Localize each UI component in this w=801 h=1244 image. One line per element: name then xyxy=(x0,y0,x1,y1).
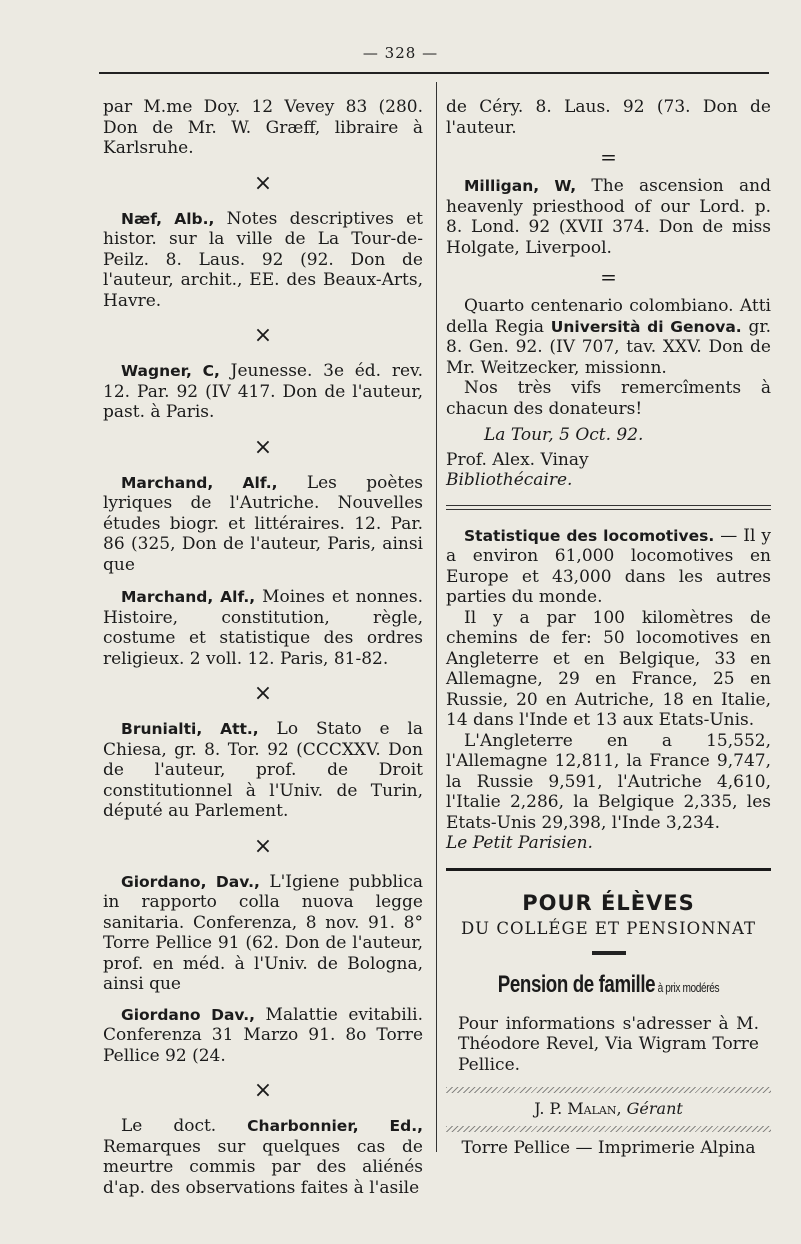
stat-paragraph xyxy=(446,526,771,608)
entry-genova xyxy=(446,296,771,378)
entry-charbonnier xyxy=(103,1116,423,1198)
entry-text: Jeunesse. 3e éd. rev. 12. Par. 92 (IV 417. Don de l'auteur, past. à Paris. xyxy=(103,361,424,422)
entry-author: Marchand, Alf., xyxy=(121,588,256,606)
entry-giordano-2 xyxy=(103,1005,423,1067)
entry-text: Malattie evitabili. Conferenza 31 Marzo 91. 8o Torre Pellice 92 (24. xyxy=(103,1004,424,1066)
ad-pension xyxy=(482,967,736,1006)
entry-marchand-2 xyxy=(103,587,423,669)
entry-text: L'Igiene pubblica in rapporto colla nuova legge sanitaria. Conferenza, 8 nov. 91. 8° Torre Pellice 91 (62. Don de l'auteur, prof. en méd. à l'Univ. de Bologna, ainsi que xyxy=(103,871,423,994)
entry-author: Milligan, W, xyxy=(464,177,577,195)
paragraph: de Céry. 8. Laus. 92 (73. Don de l'auteur. xyxy=(446,97,771,138)
entry-author: Università di Genova. xyxy=(550,317,742,336)
entry-text: The ascension and heavenly priesthood of our Lord. p. 8. Lond. 92 (XVII 374. Don de miss Holgate, Liverpool. xyxy=(446,176,771,258)
gerant-title: Gérant xyxy=(626,1099,683,1118)
double-rule xyxy=(446,505,771,510)
separator-mark: × xyxy=(253,681,273,706)
separator-mark: × xyxy=(253,170,273,196)
left-column xyxy=(103,97,423,1198)
separator-mark: × xyxy=(253,833,273,859)
entry-author: Giordano, Dav., xyxy=(121,872,260,891)
ad-pension-text: Pension de famille xyxy=(497,970,656,998)
entry-author: Giordano Dav., xyxy=(121,1005,256,1024)
right-column xyxy=(446,97,771,1158)
separator-mark: = xyxy=(600,145,617,169)
entry-milligan xyxy=(446,176,771,258)
entry-naef xyxy=(103,209,423,312)
entry-giordano-1 xyxy=(103,872,423,995)
stat-paragraph-3: L'Angleterre en a 15,552, l'Allemagne 12,811, la France 9,747, la Russie 9,591, l'Autriche 4,610, l'Italie 2,286, la Belgique 2,335, les Etats-Unis 29,398, l'Inde 3,234. xyxy=(446,730,771,833)
thanks-text: Nos très vifs remercîments à chacun des donateurs! xyxy=(446,378,771,419)
thick-rule xyxy=(446,868,771,871)
entry-marchand-1 xyxy=(103,473,423,576)
paragraph: par M.me Doy. 12 Vevey 83 (280. Don de Mr. W. Græff, libraire à Karlsruhe. xyxy=(103,97,423,158)
entry-text: Lo Stato e la Chiesa, gr. 8. Tor. 92 (CCCXXV. Don de l'auteur, prof. de Droit constitutionnel à l'Univ. de Turin, député au Parlement. xyxy=(103,719,424,821)
printer-line: Torre Pellice — Imprimerie Alpina xyxy=(461,1137,756,1158)
separator-mark: × xyxy=(253,434,273,460)
entry-prefix: Quarto centenario colombiano. Atti della Regia xyxy=(446,296,771,337)
separator-mark: = xyxy=(600,265,617,289)
signer-title: Bibliothécaire. xyxy=(446,470,573,490)
wavy-rule xyxy=(446,1087,771,1093)
gerant-name: J. P. Malan, xyxy=(534,1099,627,1118)
short-rule xyxy=(592,951,626,955)
signer-name: Prof. Alex. Vinay xyxy=(446,449,589,470)
column-divider xyxy=(436,82,437,1152)
stat-title: Statistique des locomotives. xyxy=(464,526,715,545)
entry-text: Remarques sur quelques cas de meurtre commis par des aliénés d'ap. des observations faites à l'asile xyxy=(103,1136,423,1198)
stat-text: — Il y a environ 61,000 locomotives en Europe et 43,000 dans les autres parties du monde. xyxy=(446,525,772,607)
entry-text: Les poètes lyriques de l'Autriche. Nouvelles études biogr. et littéraires. 12. Par. 86 (325, Don de l'auteur, Paris, ainsi que xyxy=(103,472,423,575)
entry-author: Marchand, Alf., xyxy=(121,473,278,492)
stat-paragraph-2: Il y a par 100 kilomètres de chemins de fer: 50 locomotives en Angleterre et en Belgique, 33 en Allemagne, 29 en France, 25 en Russie, 20 en Autriche, 18 en Italie, 14 dans l'Inde et 13 aux Etats-Unis. xyxy=(446,607,771,730)
ad-info: Pour informations s'adresser à M. Théodore Revel, Via Wigram Torre Pellice. xyxy=(458,1013,759,1075)
entry-author: Brunialti, Att., xyxy=(121,720,259,738)
entry-author: Wagner, C, xyxy=(121,362,220,380)
separator-mark: × xyxy=(253,323,273,348)
entry-text: Notes descriptives et histor. sur la ville de La Tour-de-Peilz. 8. Laus. 92 (92. Don de l'auteur, archit., EE. des Beaux-Arts, Havre. xyxy=(103,208,423,311)
entry-brunialti xyxy=(103,719,423,822)
ad-pension-small: à prix modérés xyxy=(655,979,720,995)
separator-mark: × xyxy=(253,1078,273,1103)
wavy-rule xyxy=(446,1126,771,1132)
entry-wagner xyxy=(103,361,423,423)
gerant-line xyxy=(446,1099,771,1120)
ad-title: POUR ÉLÈVES xyxy=(522,890,695,915)
top-rule xyxy=(99,72,769,74)
place-date: La Tour, 5 Oct. 92. xyxy=(484,425,644,445)
page-number: — 328 — xyxy=(362,44,439,62)
ad-subtitle: DU COLLÉGE ET PENSIONNAT xyxy=(460,918,757,938)
entry-text: gr. 8. Gen. 92. (IV 707, tav. XXV. Don de Mr. Weitzecker, missionn. xyxy=(446,316,771,378)
stat-source: Le Petit Parisien. xyxy=(446,833,593,853)
entry-author: Næf, Alb., xyxy=(121,209,215,228)
entry-author: Charbonnier, Ed., xyxy=(247,1117,424,1135)
entry-text: Moines et nonnes. Histoire, constitution, règle, costume et statistique des ordres religieux. 2 voll. 12. Paris, 81-82. xyxy=(103,587,423,669)
entry-prefix: Le doct. xyxy=(121,1116,248,1136)
